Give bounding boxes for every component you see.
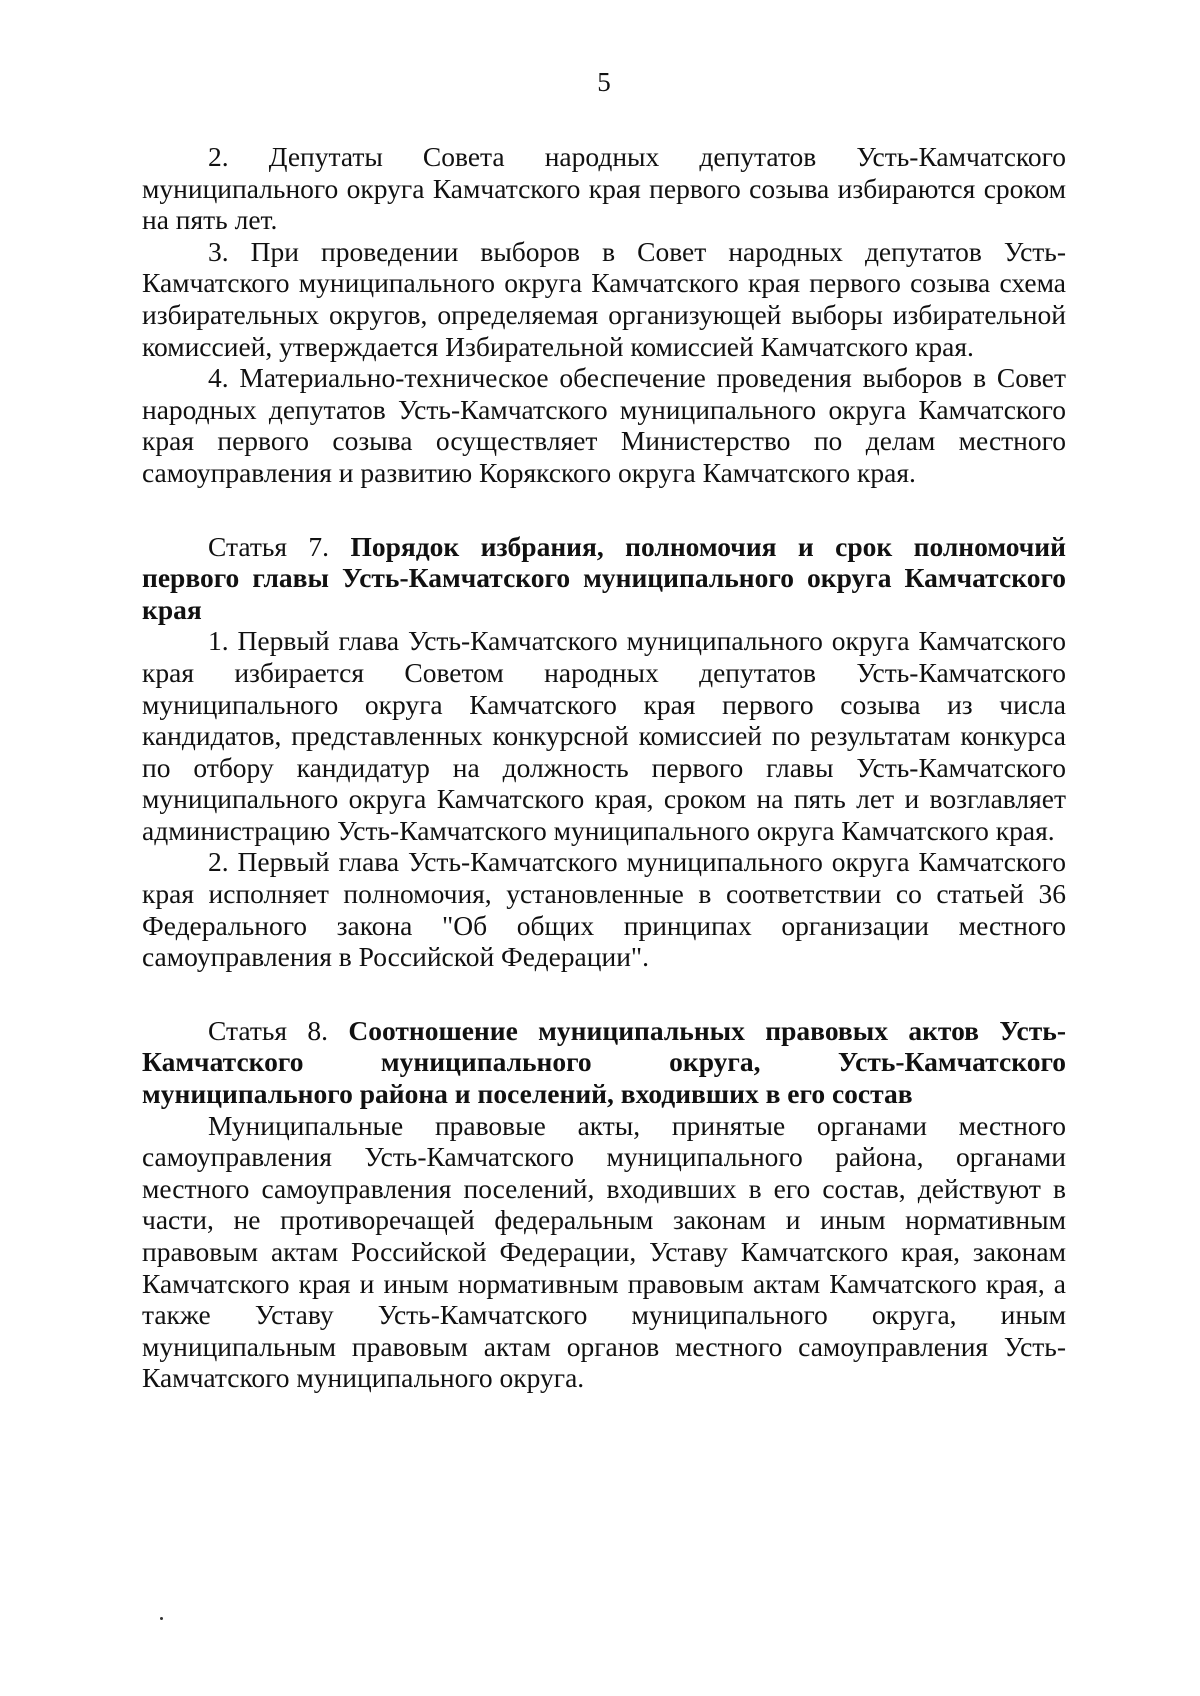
article-7-heading [142, 531, 1066, 626]
paragraph: 2. Депутаты Совета народных депутатов Усть-Камчатского муниципального округа Камчатского края первого созыва избираются сроком на пять лет. [142, 141, 1066, 236]
paragraph: 1. Первый глава Усть-Камчатского муниципального округа Камчатского края избирается Советом народных депутатов Усть-Камчатского муниципального округа Камчатского края первого созыва из числа кандидатов, представленных конкурсной комиссией по результатам конкурса по отбору кандидатур на должность первого главы Усть-Камчатского муниципального округа Камчатского края, сроком на пять лет и возглавляет администрацию Усть-Камчатского муниципального округа Камчатского края. [142, 625, 1066, 846]
scan-speck [160, 1617, 163, 1620]
article-7-title: Порядок избрания, полномочия и срок полномочий первого главы Усть-Камчатского муниципального округа Камчатского края [142, 530, 1066, 625]
article-8-title: Соотношение муниципальных правовых актов Усть-Камчатского муниципального округа, Усть-Камчатского муниципального района и поселений, входивших в его состав [142, 1014, 1066, 1110]
paragraph: Муниципальные правовые акты, принятые органами местного самоуправления Усть-Камчатского муниципального района, органами местного самоуправления поселений, входивших в его состав, действуют в части, не противоречащей федеральным законам и иным нормативным правовым актам Российской Федерации, Уставу Камчатского края, законам Камчатского края и иным нормативным правовым актам Камчатского края, а также Уставу Усть-Камчатского муниципального округа, иным муниципальным правовым актам органов местного самоуправления Усть-Камчатского муниципального округа. [142, 1109, 1066, 1394]
article-8-heading [142, 1015, 1066, 1110]
paragraph: 3. При проведении выборов в Совет народных депутатов Усть-Камчатского муниципального округа Камчатского края первого созыва схема избирательных округов, определяемая организующей выборы избирательной комиссией, утверждается Избирательной комиссией Камчатского края. [142, 235, 1066, 362]
paragraph: 2. Первый глава Усть-Камчатского муниципального округа Камчатского края исполняет полномочия, установленные в соответствии со статьей 36 Федерального закона "Об общих принципах организации местного самоуправления в Российской Федерации". [142, 846, 1066, 973]
article-8-label: Статья 8. [208, 1014, 349, 1046]
document-body [142, 141, 1066, 1394]
document-page [142, 0, 1066, 1696]
paragraph: 4. Материально-техническое обеспечение проведения выборов в Совет народных депутатов Усть-Камчатского муниципального округа Камчатского края первого созыва осуществляет Министерство по делам местного самоуправления и развитию Корякского округа Камчатского края. [142, 362, 1066, 488]
article-7-label: Статья 7. [208, 530, 351, 562]
page-number: 5 [597, 67, 611, 97]
